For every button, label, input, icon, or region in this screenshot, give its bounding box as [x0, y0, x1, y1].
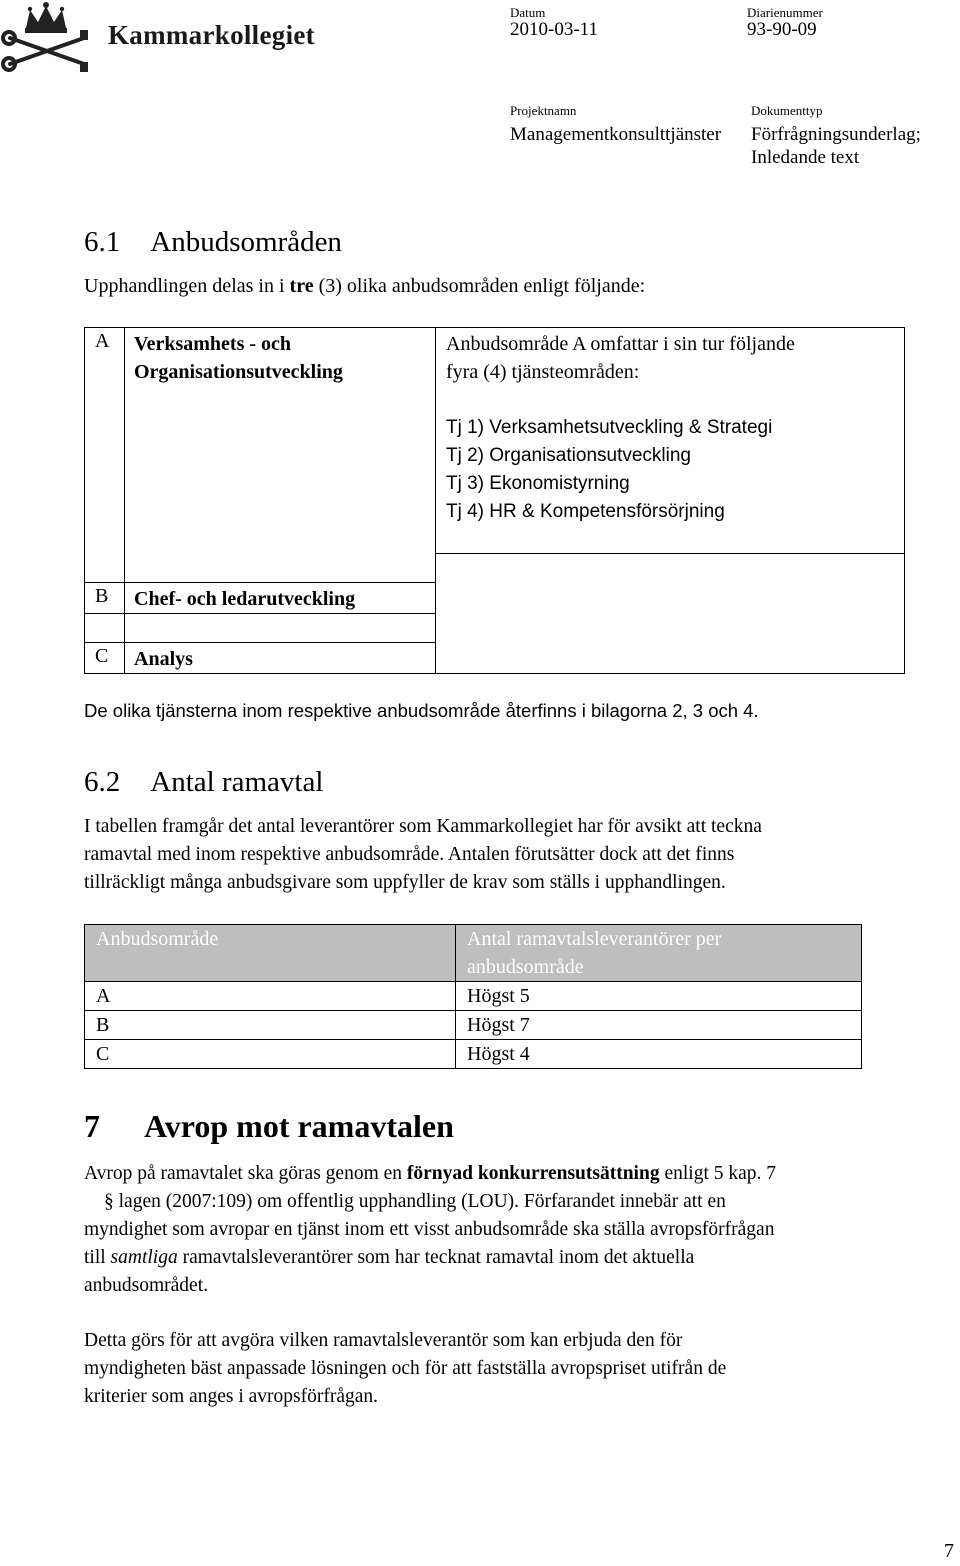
dokumenttyp-value-line1: Förfrågningsunderlag;	[751, 124, 921, 145]
section-title: Anbudsområden	[150, 226, 342, 258]
section-number: 6.2	[84, 766, 121, 798]
dokumenttyp-value-line2: Inledande text	[751, 147, 860, 168]
list-item: Tj 1) Verksamhetsutveckling & Strategi	[446, 417, 773, 438]
areas-note: De olika tjänsterna inom respektive anbudsområde återfinns i bilagorna 2, 3 och 4.	[84, 700, 759, 721]
area-name: Analys	[134, 648, 193, 670]
section-title: Antal ramavtal	[150, 766, 324, 798]
section-number: 6.1	[84, 226, 121, 258]
table-row: A Högst 5	[85, 982, 862, 1011]
table-row-c	[85, 643, 905, 674]
area-letter: A	[95, 330, 110, 352]
area-letter: C	[95, 645, 109, 667]
emphasis-text: förnyad konkurrensutsättning	[406, 1163, 660, 1184]
kammarkollegiet-logo	[0, 0, 330, 80]
section-6-2-paragraph: I tabellen framgår det antal leverantörer som Kammarkollegiet har för avsikt att teckna ramavtal med inom respektive anbudsområde. Antalen förutsätter dock att det finns tillräckligt många anbudsgivare som uppfyller de krav som ställs i upphandlingen.	[84, 816, 762, 893]
section-7-paragraph-2: Detta görs för att avgöra vilken ramavtalsleverantör som kan erbjuda den för myndigheten bäst anpassade lösningen och för att fastställa avropspriset utifrån de kriterier som anges i avropsförfrågan.	[84, 1330, 727, 1407]
crown-keys-emblem-icon	[0, 0, 110, 80]
intro-emphasis: tre	[289, 275, 314, 297]
section-6-2-heading	[84, 766, 323, 799]
section-6-1-heading	[84, 226, 342, 259]
list-item: Tj 2) Organisationsutveckling	[446, 445, 691, 466]
table-row: B Högst 7	[85, 1011, 862, 1040]
table-row-a	[85, 328, 905, 554]
table-spacer-row	[85, 614, 905, 643]
emphasis-text: samtliga	[110, 1247, 178, 1268]
page-number: 7	[944, 1540, 954, 1562]
table-header-row	[85, 925, 862, 982]
section-title: Avrop mot ramavtalen	[144, 1108, 454, 1144]
section-7-heading	[84, 1108, 454, 1145]
table-row: C Högst 4	[85, 1040, 862, 1069]
service-list	[446, 414, 894, 526]
header-cell: Anbudsområde	[85, 925, 456, 982]
projektnamn-label: Projektnamn	[510, 103, 577, 118]
list-item: Tj 4) HR & Kompetensförsörjning	[446, 501, 725, 522]
table-row-b	[85, 583, 905, 614]
diarienummer-value: 93-90-09	[747, 19, 817, 40]
ramavtal-count-table	[84, 924, 862, 1069]
header-cell: Antal ramavtalsleverantörer per anbudsområde	[456, 925, 862, 982]
datum-value: 2010-03-11	[510, 19, 598, 40]
projektnamn-value: Managementkonsulttjänster	[510, 124, 722, 145]
section-6-1-intro: Upphandlingen delas in i tre (3) olika anbudsområden enligt följande:	[84, 275, 646, 297]
dokumenttyp-label: Dokumenttyp	[751, 103, 823, 118]
area-letter: B	[95, 585, 109, 607]
table-spacer-row	[85, 554, 905, 583]
logo-wordmark: Kammarkollegiet	[108, 20, 315, 50]
diarienummer-label: Diarienummer	[747, 5, 823, 20]
area-a-description: Anbudsområde A omfattar i sin tur följande fyra (4) tjänsteområden: Tj 1) Verksamhetsutveckling & Strategi Tj 2) Organisationsutveckling Tj 3) Ekonomistyrning Tj 4) HR & Kompetensförsörjning	[436, 328, 904, 526]
datum-label: Datum	[510, 5, 546, 20]
section-number: 7	[84, 1108, 100, 1144]
area-name: Chef- och ledarutveckling	[134, 588, 356, 610]
section-7-paragraph-1: Avrop på ramavtalet ska göras genom en förnyad konkurrensutsättning enligt 5 kap. 7 § lagen (2007:109) om offentlig upphandling (LOU). Förfarandet innebär att en myndighet som avropar en tjänst inom ett visst anbudsområde ska ställa avropsförfrågan till samtliga ramavtalsleverantörer som har tecknat ramavtal inom det aktuella anbudsområdet.	[84, 1163, 777, 1296]
anbudsomraden-table	[84, 327, 905, 674]
list-item: Tj 3) Ekonomistyrning	[446, 473, 630, 494]
area-name: Verksamhets - och Organisationsutveckling	[134, 333, 343, 383]
